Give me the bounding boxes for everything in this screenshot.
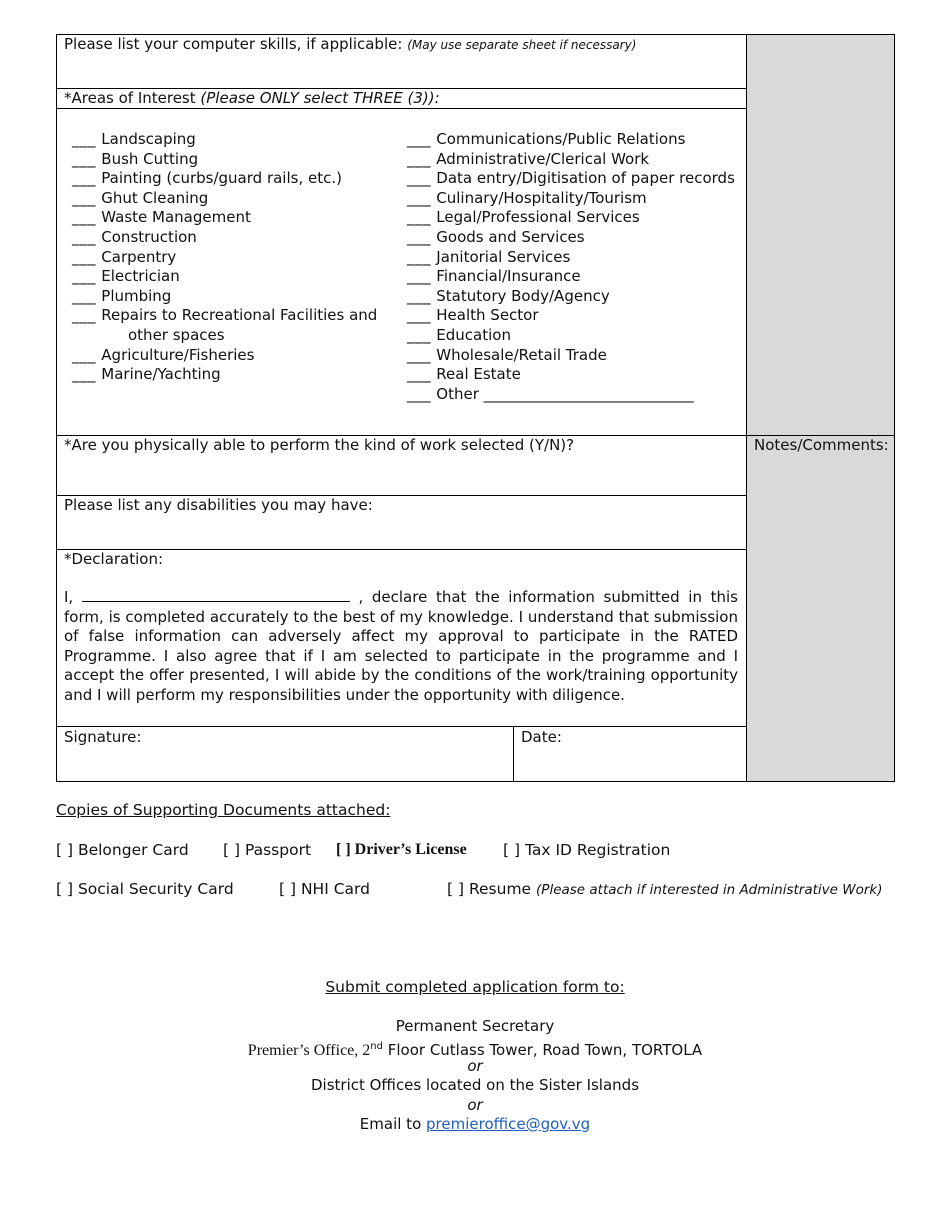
checkbox-blank[interactable]: ___ xyxy=(407,227,437,246)
interest-option[interactable] xyxy=(407,306,735,326)
left-interest-list xyxy=(72,130,377,385)
submit-email-line xyxy=(0,1115,950,1135)
computer-skills-question xyxy=(64,35,636,55)
interest-option[interactable] xyxy=(72,130,377,150)
interest-option-label: Janitorial Services xyxy=(436,247,571,266)
interest-option[interactable] xyxy=(407,326,735,346)
interest-option-label: Data entry/Digitisation of paper records xyxy=(436,169,735,188)
interest-option-label: Waste Management xyxy=(101,208,251,227)
interest-option[interactable] xyxy=(407,346,735,366)
interest-option[interactable] xyxy=(72,306,377,326)
checkbox-blank[interactable]: ___ xyxy=(407,325,437,344)
interest-option-label: Construction xyxy=(101,227,197,246)
declaration-name-field[interactable] xyxy=(82,589,350,602)
interest-option-label: Ghut Cleaning xyxy=(101,188,209,207)
interest-option-continuation: other spaces xyxy=(128,325,225,344)
premiers-office-sup: nd xyxy=(370,1041,383,1052)
checkbox-blank[interactable]: ___ xyxy=(407,208,437,227)
interest-option-label: Real Estate xyxy=(436,365,521,384)
checkbox-blank[interactable]: ___ xyxy=(407,384,437,403)
checkbox-blank[interactable]: ___ xyxy=(407,345,437,364)
column-divider xyxy=(746,34,747,782)
doc-passport[interactable]: [ ] Passport xyxy=(223,841,312,859)
interest-option-label: Agriculture/Fisheries xyxy=(101,345,255,364)
interest-option[interactable] xyxy=(72,365,377,385)
interest-option-label: Carpentry xyxy=(101,247,177,266)
interest-option[interactable] xyxy=(72,208,377,228)
interest-option[interactable] xyxy=(72,346,377,366)
border-bottom xyxy=(56,781,895,782)
checkbox-blank[interactable]: ___ xyxy=(72,247,102,266)
supporting-documents-heading-text: Copies of Supporting Documents attached: xyxy=(56,801,391,819)
declaration-body: , declare that the information submitted in this form, is completed accurately to the best of my knowledge. I understand that submission of false information can adversely affect my approval to participate in the RATED Programme. I also agree that if I am selected to participate in the programme and I accept the offer presented, I will abide by the conditions of the work/training opportunity and I will perform my responsibilities under the opportunity with diligence. xyxy=(64,588,738,704)
checkbox-blank[interactable]: ___ xyxy=(72,188,102,207)
signature-date-divider xyxy=(513,726,514,782)
checkbox-blank[interactable]: ___ xyxy=(72,286,102,305)
interest-option-label: Culinary/Hospitality/Tourism xyxy=(436,188,647,207)
interest-option[interactable] xyxy=(407,169,735,189)
interest-option[interactable] xyxy=(72,248,377,268)
areas-label: *Areas of Interest xyxy=(64,89,201,107)
doc-nhi-card[interactable]: [ ] NHI Card xyxy=(279,880,370,898)
checkbox-blank[interactable]: ___ xyxy=(72,267,102,286)
doc-resume[interactable] xyxy=(447,880,882,898)
interest-option-label: Legal/Professional Services xyxy=(436,208,640,227)
doc-tax-id[interactable]: [ ] Tax ID Registration xyxy=(503,841,671,859)
email-prefix: Email to xyxy=(359,1115,427,1133)
interest-option-label: Electrician xyxy=(101,267,180,286)
border-left xyxy=(56,34,57,782)
submit-or-1: or xyxy=(467,1057,483,1075)
interest-option[interactable] xyxy=(72,169,377,189)
doc-resume-label: [ ] Resume xyxy=(447,880,532,898)
interest-option-label: Financial/Insurance xyxy=(436,267,581,286)
border-right xyxy=(894,34,895,782)
email-link[interactable]: premieroffice@gov.vg xyxy=(426,1115,591,1133)
row-divider xyxy=(56,108,746,109)
interest-option-label: Statutory Body/Agency xyxy=(436,286,610,305)
signature-label: Signature: xyxy=(64,728,142,746)
declaration-prefix: I, xyxy=(64,588,74,606)
physically-able-question: *Are you physically able to perform the kind of work selected (Y/N)? xyxy=(64,436,575,454)
areas-note: (Please ONLY select THREE (3)): xyxy=(200,89,440,107)
premiers-office-b: Floor Cutlass Tower, Road Town, TORTOLA xyxy=(382,1041,703,1059)
interest-option[interactable] xyxy=(72,150,377,170)
interest-option[interactable] xyxy=(72,267,377,287)
interest-option-label: Wholesale/Retail Trade xyxy=(436,345,607,364)
interest-option[interactable] xyxy=(72,287,377,307)
checkbox-blank[interactable]: ___ xyxy=(407,149,437,168)
interest-option-label: Plumbing xyxy=(101,286,172,305)
checkbox-blank[interactable]: ___ xyxy=(407,188,437,207)
interest-option-label: Landscaping xyxy=(101,130,196,148)
checkbox-blank[interactable]: ___ xyxy=(72,227,102,246)
computer-skills-label: Please list your computer skills, if applicable: xyxy=(64,35,403,53)
checkbox-blank[interactable]: ___ xyxy=(72,345,102,364)
doc-resume-note: (Please attach if interested in Administrative Work) xyxy=(536,882,883,898)
interest-option-label: Painting (curbs/guard rails, etc.) xyxy=(101,169,342,188)
submit-heading-text: Submit completed application form to: xyxy=(325,978,625,996)
interest-option-label: Goods and Services xyxy=(436,227,585,246)
interest-option[interactable] xyxy=(407,385,735,405)
interest-option-label: Education xyxy=(436,325,511,344)
interest-option-label: Communications/Public Relations xyxy=(436,130,686,148)
doc-belonger-card[interactable]: [ ] Belonger Card xyxy=(56,841,189,859)
checkbox-blank[interactable]: ___ xyxy=(407,286,437,305)
interest-option[interactable] xyxy=(72,189,377,209)
notes-comments-label: Notes/Comments: xyxy=(754,436,889,454)
doc-drivers-license[interactable]: [ ] Driver’s License xyxy=(336,841,467,858)
interest-option[interactable] xyxy=(72,228,377,248)
interest-option-label: Repairs to Recreational Facilities and xyxy=(101,306,378,325)
areas-of-interest-heading xyxy=(64,89,440,108)
interest-option-label: Other ____________________________ xyxy=(436,384,694,403)
interest-option[interactable] xyxy=(407,208,735,228)
declaration-text xyxy=(64,588,738,705)
computer-skills-note: (May use separate sheet if necessary) xyxy=(407,38,637,52)
right-interest-list xyxy=(407,130,735,404)
premiers-office-a: Premier’s Office, 2 xyxy=(247,1042,371,1059)
submit-line-district-offices: District Offices located on the Sister Islands xyxy=(310,1076,640,1094)
interest-option[interactable] xyxy=(407,130,735,150)
checkbox-blank[interactable]: ___ xyxy=(407,365,437,384)
checkbox-blank[interactable]: ___ xyxy=(72,149,102,168)
checkbox-blank[interactable]: ___ xyxy=(407,247,437,266)
date-label: Date: xyxy=(521,728,562,746)
application-form-table xyxy=(56,34,895,782)
notes-column xyxy=(746,34,895,782)
interest-option-label: Marine/Yachting xyxy=(101,365,221,384)
interest-option[interactable] xyxy=(407,189,735,209)
interest-option[interactable] xyxy=(407,267,735,287)
interest-option[interactable] xyxy=(407,365,735,385)
submit-heading xyxy=(0,978,950,998)
checkbox-blank[interactable]: ___ xyxy=(407,306,437,325)
interest-option[interactable] xyxy=(407,248,735,268)
interest-option[interactable] xyxy=(407,228,735,248)
checkbox-blank[interactable]: ___ xyxy=(72,365,102,384)
declaration-heading: *Declaration: xyxy=(64,550,164,568)
disabilities-question: Please list any disabilities you may have: xyxy=(64,496,373,514)
checkbox-blank[interactable]: ___ xyxy=(407,169,437,188)
submit-or-2: or xyxy=(467,1096,483,1114)
row-divider xyxy=(56,726,746,727)
interest-option-label: Health Sector xyxy=(436,306,539,325)
checkbox-blank[interactable]: ___ xyxy=(407,267,437,286)
checkbox-blank[interactable]: ___ xyxy=(72,208,102,227)
doc-social-security-card[interactable]: [ ] Social Security Card xyxy=(56,880,234,898)
interest-option-label: Administrative/Clerical Work xyxy=(436,149,650,168)
checkbox-blank[interactable]: ___ xyxy=(72,130,102,148)
submit-line-permanent-secretary: Permanent Secretary xyxy=(395,1017,555,1035)
checkbox-blank[interactable]: ___ xyxy=(72,306,102,325)
interest-option[interactable] xyxy=(407,150,735,170)
checkbox-blank[interactable]: ___ xyxy=(407,130,437,148)
checkbox-blank[interactable]: ___ xyxy=(72,169,102,188)
interest-option[interactable] xyxy=(407,287,735,307)
supporting-documents-heading xyxy=(56,801,390,819)
interest-option-label: Bush Cutting xyxy=(101,149,199,168)
